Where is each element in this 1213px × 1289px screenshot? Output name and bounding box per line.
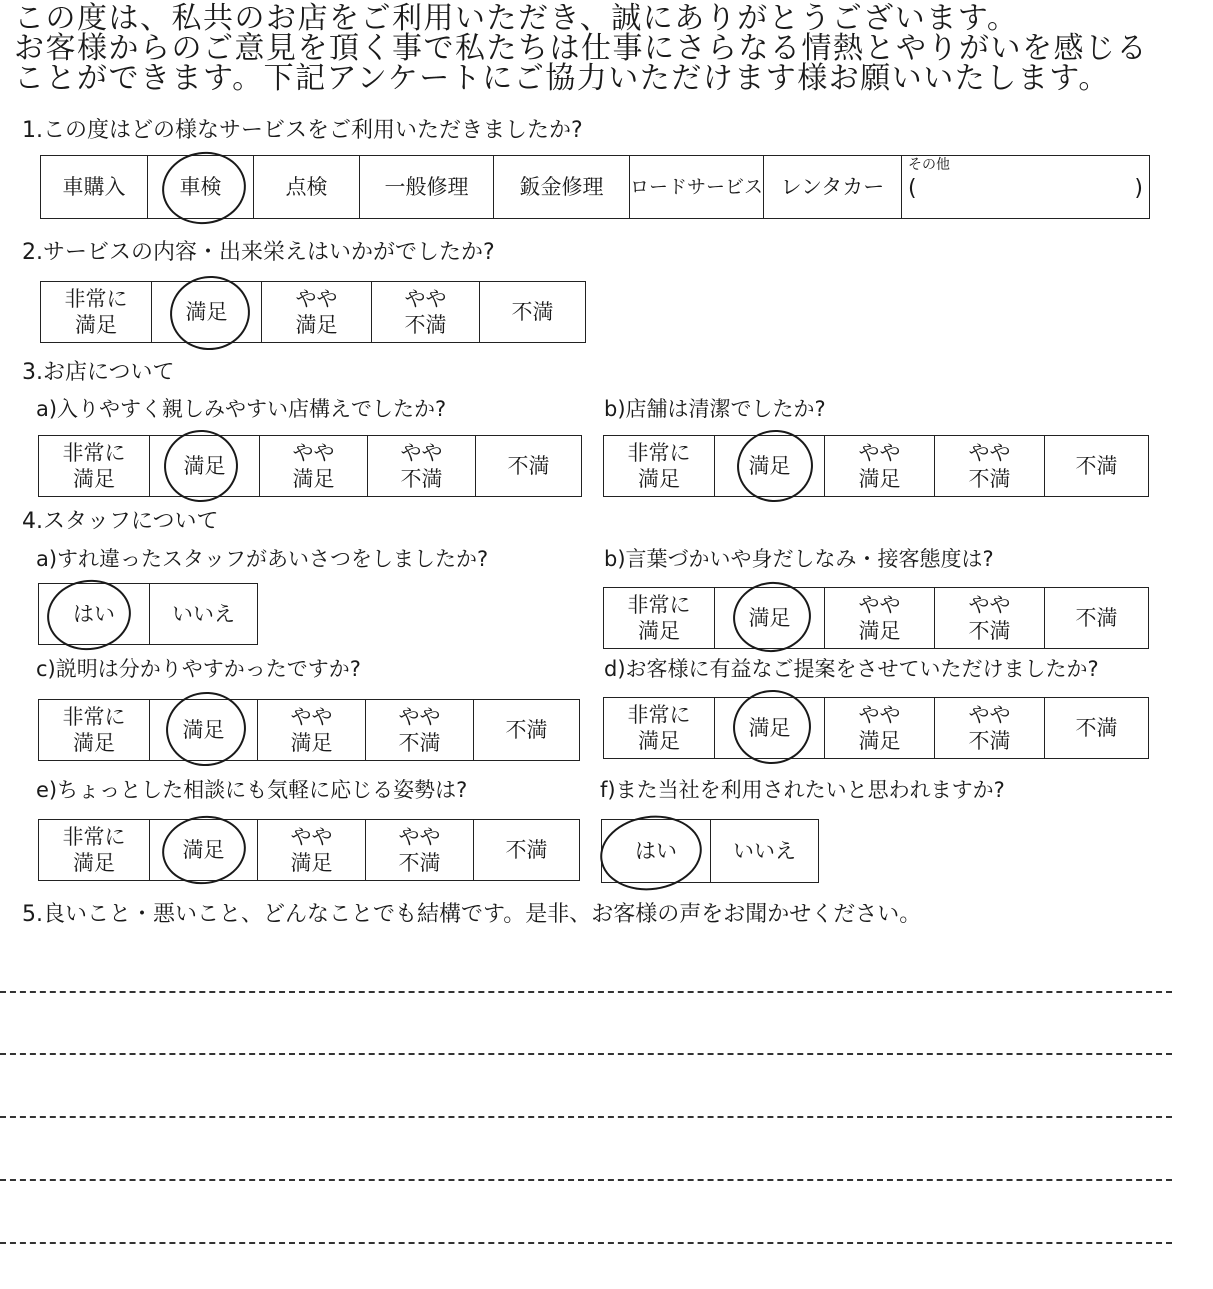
q2-option-satisfied[interactable]	[151, 282, 261, 342]
intro-line-2: お客様からのご意見を頂く事で私たちは仕事にさらなる情熱とやりがいを感じる	[14, 31, 1148, 66]
q4e-option-satisfied[interactable]	[149, 820, 257, 880]
intro-text	[14, 1, 1204, 96]
q1-option-label: 車購入	[62, 175, 126, 199]
q4d-option-somewhat-unsatisfied[interactable]	[934, 698, 1044, 758]
q1-option-label: レンタカー	[780, 175, 885, 199]
q1-option-road-service[interactable]	[629, 156, 763, 218]
q1-option-inspection[interactable]	[253, 156, 359, 218]
q2-option-somewhat-satisfied[interactable]	[261, 282, 371, 342]
q4d-option-somewhat-satisfied[interactable]	[824, 698, 934, 758]
rating-label: 非常に 満足	[62, 705, 126, 755]
rating-label: やや 満足	[295, 287, 338, 337]
rating-label: 満足	[182, 838, 225, 862]
q4f-option-no[interactable]	[710, 820, 818, 882]
q4c-option-very-satisfied[interactable]	[39, 700, 149, 760]
rating-label: やや 不満	[968, 441, 1011, 491]
rating-label: やや 満足	[858, 703, 901, 753]
comment-line[interactable]	[0, 1053, 1172, 1055]
rating-label: 不満	[505, 718, 548, 742]
q4f-label: f)また当社を利用されたいと思われますか?	[600, 778, 1005, 802]
rating-label: 不満	[505, 838, 548, 862]
q1-option-label: 車検	[179, 175, 222, 199]
intro-line-3: ことができます。下記アンケートにご協力いただけます様お願いいたします。	[14, 61, 1110, 96]
q3a-label: a)入りやすく親しみやすい店構えでしたか?	[36, 397, 447, 421]
q3a-option-satisfied[interactable]	[149, 436, 259, 496]
q4-title: 4.スタッフについて	[22, 509, 219, 534]
rating-label: やや 満足	[858, 593, 901, 643]
comment-line[interactable]	[0, 1179, 1172, 1181]
q4d-option-satisfied[interactable]	[714, 698, 824, 758]
q2-options	[40, 281, 586, 343]
rating-label: 非常に 満足	[627, 703, 691, 753]
q2-option-unsatisfied[interactable]	[479, 282, 585, 342]
q4e-label: e)ちょっとした相談にも気軽に応じる姿勢は?	[36, 778, 468, 802]
q4d-option-unsatisfied[interactable]	[1044, 698, 1148, 758]
q4c-option-satisfied[interactable]	[149, 700, 257, 760]
yesno-label: いいえ	[172, 602, 235, 626]
q1-other-label: その他	[908, 157, 950, 173]
q3b-option-somewhat-satisfied[interactable]	[824, 436, 934, 496]
q4e-option-somewhat-unsatisfied[interactable]	[365, 820, 473, 880]
rating-label: やや 満足	[290, 705, 333, 755]
q1-option-sheet-metal[interactable]	[493, 156, 629, 218]
q3b-label: b)店舗は清潔でしたか?	[604, 397, 826, 421]
q3b-option-unsatisfied[interactable]	[1044, 436, 1148, 496]
rating-label: 不満	[511, 300, 554, 324]
rating-label: 不満	[1075, 716, 1118, 740]
q4c-option-somewhat-satisfied[interactable]	[257, 700, 365, 760]
q4f-option-yes[interactable]	[602, 820, 710, 882]
rating-label: 非常に 満足	[627, 593, 691, 643]
q4d-options	[603, 697, 1149, 759]
rating-label: 非常に 満足	[62, 441, 126, 491]
q3a-options	[38, 435, 582, 497]
q2-option-very-satisfied[interactable]	[41, 282, 151, 342]
comment-line[interactable]	[0, 1116, 1172, 1118]
q4b-option-somewhat-unsatisfied[interactable]	[934, 588, 1044, 648]
q4d-option-very-satisfied[interactable]	[604, 698, 714, 758]
rating-label: やや 満足	[292, 441, 335, 491]
q5-title: 5.良いこと・悪いこと、どんなことでも結構です。是非、お客様の声をお聞かせください。	[22, 902, 922, 927]
q4d-label: d)お客様に有益なご提案をさせていただけましたか?	[604, 657, 1099, 681]
rating-label: 不満	[507, 454, 550, 478]
q1-option-rental-car[interactable]	[763, 156, 901, 218]
comment-line[interactable]	[0, 991, 1172, 993]
q1-other-field[interactable]	[908, 174, 1143, 204]
q4f-options	[601, 819, 819, 883]
q1-option-general-repair[interactable]	[359, 156, 493, 218]
rating-label: 非常に 満足	[627, 441, 691, 491]
rating-label: 満足	[183, 454, 226, 478]
rating-label: 不満	[1075, 606, 1118, 630]
rating-label: やや 満足	[858, 441, 901, 491]
q4b-option-somewhat-satisfied[interactable]	[824, 588, 934, 648]
yesno-label: はい	[73, 602, 115, 626]
q1-option-label: 一般修理	[384, 175, 469, 199]
rating-label: 不満	[1075, 454, 1118, 478]
q1-option-car-purchase[interactable]	[41, 156, 147, 218]
q2-title: 2.サービスの内容・出来栄えはいかがでしたか?	[22, 240, 495, 265]
rating-label: 非常に 満足	[64, 287, 128, 337]
q3a-option-very-satisfied[interactable]	[39, 436, 149, 496]
q3b-option-somewhat-unsatisfied[interactable]	[934, 436, 1044, 496]
q4a-option-no[interactable]	[149, 584, 257, 644]
rating-label: 非常に 満足	[62, 825, 126, 875]
rating-label: 満足	[185, 300, 228, 324]
rating-label: やや 不満	[968, 703, 1011, 753]
q4c-label: c)説明は分かりやすかったですか?	[36, 657, 361, 681]
q4c-option-somewhat-unsatisfied[interactable]	[365, 700, 473, 760]
rating-label: やや 不満	[400, 441, 443, 491]
q4b-options	[603, 587, 1149, 649]
q3b-options	[603, 435, 1149, 497]
q4e-options	[38, 819, 580, 881]
yesno-label: はい	[635, 839, 677, 863]
other-open-paren: (	[908, 176, 917, 201]
q3b-option-very-satisfied[interactable]	[604, 436, 714, 496]
q3a-option-unsatisfied[interactable]	[475, 436, 581, 496]
q4b-option-satisfied[interactable]	[714, 588, 824, 648]
q4b-option-unsatisfied[interactable]	[1044, 588, 1148, 648]
rating-label: 満足	[748, 716, 791, 740]
rating-label: やや 不満	[398, 705, 441, 755]
other-close-paren: )	[1134, 176, 1143, 201]
q4a-options	[38, 583, 258, 645]
q4a-label: a)すれ違ったスタッフがあいさつをしましたか?	[36, 547, 489, 571]
rating-label: 満足	[748, 606, 791, 630]
q1-options	[40, 155, 1150, 219]
q4c-option-unsatisfied[interactable]	[473, 700, 579, 760]
q4e-option-very-satisfied[interactable]	[39, 820, 149, 880]
intro-line-1: この度は、私共のお店をご利用いただき、誠にありがとうございます。	[14, 1, 1019, 36]
rating-label: やや 不満	[398, 825, 441, 875]
rating-label: 満足	[182, 718, 225, 742]
q1-option-shaken[interactable]	[147, 156, 253, 218]
comment-line[interactable]	[0, 1242, 1172, 1244]
q3a-option-somewhat-satisfied[interactable]	[259, 436, 367, 496]
rating-label: やや 不満	[968, 593, 1011, 643]
yesno-label: いいえ	[733, 839, 796, 863]
q1-option-other[interactable]	[901, 156, 1149, 218]
q3-title: 3.お店について	[22, 360, 175, 385]
q4a-option-yes[interactable]	[39, 584, 149, 644]
q3b-option-satisfied[interactable]	[714, 436, 824, 496]
q1-option-label: 点検	[285, 175, 328, 199]
q1-title: 1.この度はどの様なサービスをご利用いただきましたか?	[22, 118, 583, 143]
q4c-options	[38, 699, 580, 761]
q2-option-somewhat-unsatisfied[interactable]	[371, 282, 479, 342]
rating-label: やや 満足	[290, 825, 333, 875]
q1-option-label: 鈑金修理	[519, 175, 604, 199]
q4e-option-unsatisfied[interactable]	[473, 820, 579, 880]
q1-option-label: ロードサービス	[630, 176, 764, 198]
q4b-label: b)言葉づかいや身だしなみ・接客態度は?	[604, 547, 994, 571]
rating-label: やや 不満	[404, 287, 447, 337]
q3a-option-somewhat-unsatisfied[interactable]	[367, 436, 475, 496]
q4b-option-very-satisfied[interactable]	[604, 588, 714, 648]
q4e-option-somewhat-satisfied[interactable]	[257, 820, 365, 880]
rating-label: 満足	[748, 454, 791, 478]
